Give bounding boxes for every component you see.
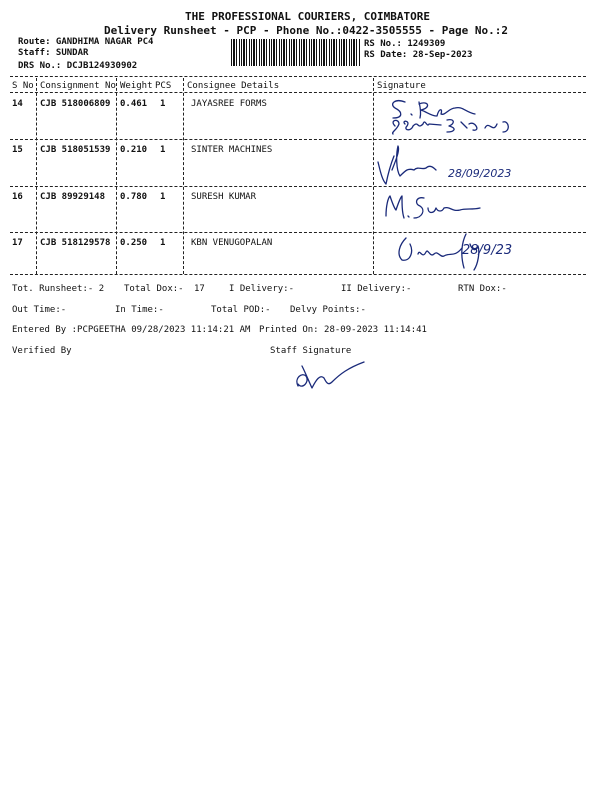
col-pcs: PCS xyxy=(155,81,172,91)
row-15-sno: 15 xyxy=(12,145,23,155)
total-pod: Total POD:- xyxy=(211,305,271,315)
row-17-consignee: KBN VENUGOPALAN xyxy=(191,238,273,248)
entered-by: Entered By :PCPGEETHA 09/28/2023 11:14:21 AM xyxy=(12,325,251,335)
table-header-rule xyxy=(10,92,586,93)
row-14-consignee: JAYASREE FORMS xyxy=(191,99,267,109)
row-14-consignment: CJB 518006809 xyxy=(40,99,111,109)
verified-by: Verified By xyxy=(12,346,72,356)
row-17-pcs: 1 xyxy=(160,238,166,248)
route-label: Route: GANDHIMA NAGAR PC4 xyxy=(18,37,154,47)
column-separator xyxy=(183,78,184,274)
row-16-pcs: 1 xyxy=(160,192,166,202)
staff-signature xyxy=(290,358,370,394)
runsheet-title: Delivery Runsheet - PCP - Phone No.:0422-3505555 - Page No.:2 xyxy=(104,24,508,37)
row-17-sno: 17 xyxy=(12,238,23,248)
column-separator xyxy=(116,78,117,274)
col-sno: S No xyxy=(12,81,34,91)
rs-date: RS Date: 28-Sep-2023 xyxy=(364,50,473,60)
row-17-consignment: CJB 518129578 xyxy=(40,238,111,248)
row-15-weight: 0.210 xyxy=(120,145,148,155)
row-15-consignment: CJB 518051539 xyxy=(40,145,111,155)
out-time: Out Time:- xyxy=(12,305,67,315)
row-16-sno: 16 xyxy=(12,192,23,202)
row-15-signature-date: 28/09/2023 xyxy=(448,167,512,180)
in-time: In Time:- xyxy=(115,305,164,315)
ii-delivery: II Delivery:- xyxy=(341,284,412,294)
row-16-signature xyxy=(380,190,500,228)
table-top-rule xyxy=(10,76,586,77)
row-16-consignment: CJB 89929148 xyxy=(40,192,106,202)
barcode xyxy=(231,39,360,66)
company-name: THE PROFESSIONAL COURIERS, COIMBATORE xyxy=(185,10,431,23)
total-dox-label: Total Dox:- xyxy=(124,284,184,294)
total-dox-value: 17 xyxy=(194,284,205,294)
row-16-consignee: SURESH KUMAR xyxy=(191,192,257,202)
row-14-signature xyxy=(385,94,565,140)
row-separator xyxy=(10,186,586,187)
printed-on: Printed On: 28-09-2023 11:14:41 xyxy=(259,325,427,335)
drs-number: DRS No.: DCJB124930902 xyxy=(18,61,138,71)
tot-runsheet: Tot. Runsheet:- 2 xyxy=(12,284,105,294)
row-14-sno: 14 xyxy=(12,99,23,109)
i-delivery: I Delivery:- xyxy=(229,284,295,294)
col-weight: Weight xyxy=(120,81,153,91)
delvy-points: Delvy Points:- xyxy=(290,305,366,315)
row-14-weight: 0.461 xyxy=(120,99,148,109)
row-17-weight: 0.250 xyxy=(120,238,148,248)
row-17-signature-date: 28/9/23 xyxy=(462,243,513,258)
table-bottom-rule xyxy=(10,274,586,275)
row-15-consignee: SINTER MACHINES xyxy=(191,145,273,155)
row-15-pcs: 1 xyxy=(160,145,166,155)
column-separator xyxy=(36,78,37,274)
staff-label: Staff: SUNDAR xyxy=(18,48,89,58)
row-16-weight: 0.780 xyxy=(120,192,148,202)
col-signature: Signature xyxy=(377,81,426,91)
col-consignee: Consignee Details xyxy=(187,81,280,91)
col-consignment: Consignment No xyxy=(40,81,116,91)
rs-number: RS No.: 1249309 xyxy=(364,39,446,49)
rtn-dox: RTN Dox:- xyxy=(458,284,507,294)
row-14-pcs: 1 xyxy=(160,99,166,109)
staff-signature-label: Staff Signature xyxy=(270,346,352,356)
